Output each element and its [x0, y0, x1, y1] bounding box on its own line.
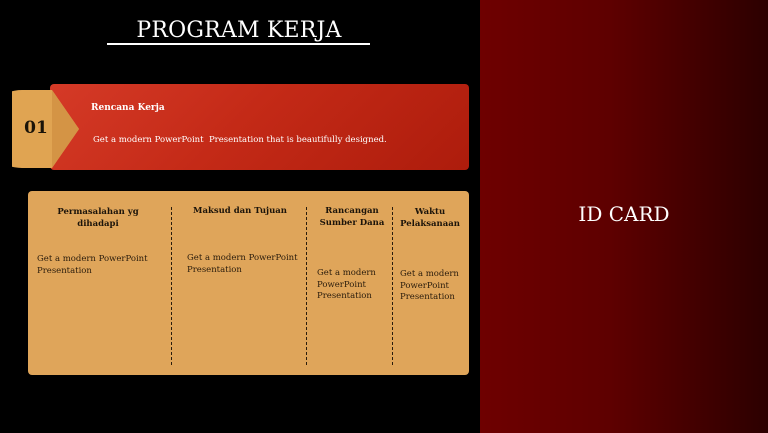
- column-body-permasalahan: Get a modern PowerPoint Presentation: [37, 254, 148, 276]
- column-body-waktu: Get a modern PowerPoint Presentation: [400, 269, 459, 302]
- banner-heading: Rencana Kerja: [91, 103, 165, 113]
- column-header-maksud: Maksud dan Tujuan: [193, 206, 287, 216]
- column-body-maksud: Get a modern PowerPoint Presentation: [187, 253, 298, 275]
- column-header-rancangan: Rancangan Sumber Dana: [319, 206, 385, 228]
- badge-number: 01: [24, 118, 48, 138]
- right-panel: [480, 0, 768, 433]
- rencana-kerja-banner: [50, 84, 469, 170]
- column-body-rancangan: Get a modern PowerPoint Presentation: [317, 268, 376, 301]
- banner-text: Get a modern PowerPoint Presentation that is beautifully designed.: [93, 135, 387, 145]
- id-card-label: ID CARD: [578, 202, 670, 226]
- title-underline: [107, 43, 370, 45]
- number-badge: [12, 90, 80, 168]
- program-table-card: [28, 191, 469, 375]
- column-header-waktu: Waktu Pelaksanaan: [400, 207, 460, 229]
- column-divider: [171, 207, 172, 365]
- slide-title: PROGRAM KERJA: [136, 18, 342, 43]
- column-divider: [392, 207, 393, 365]
- column-divider: [306, 207, 307, 365]
- column-header-permasalahan: Permasalahan yg dihadapi: [57, 207, 139, 229]
